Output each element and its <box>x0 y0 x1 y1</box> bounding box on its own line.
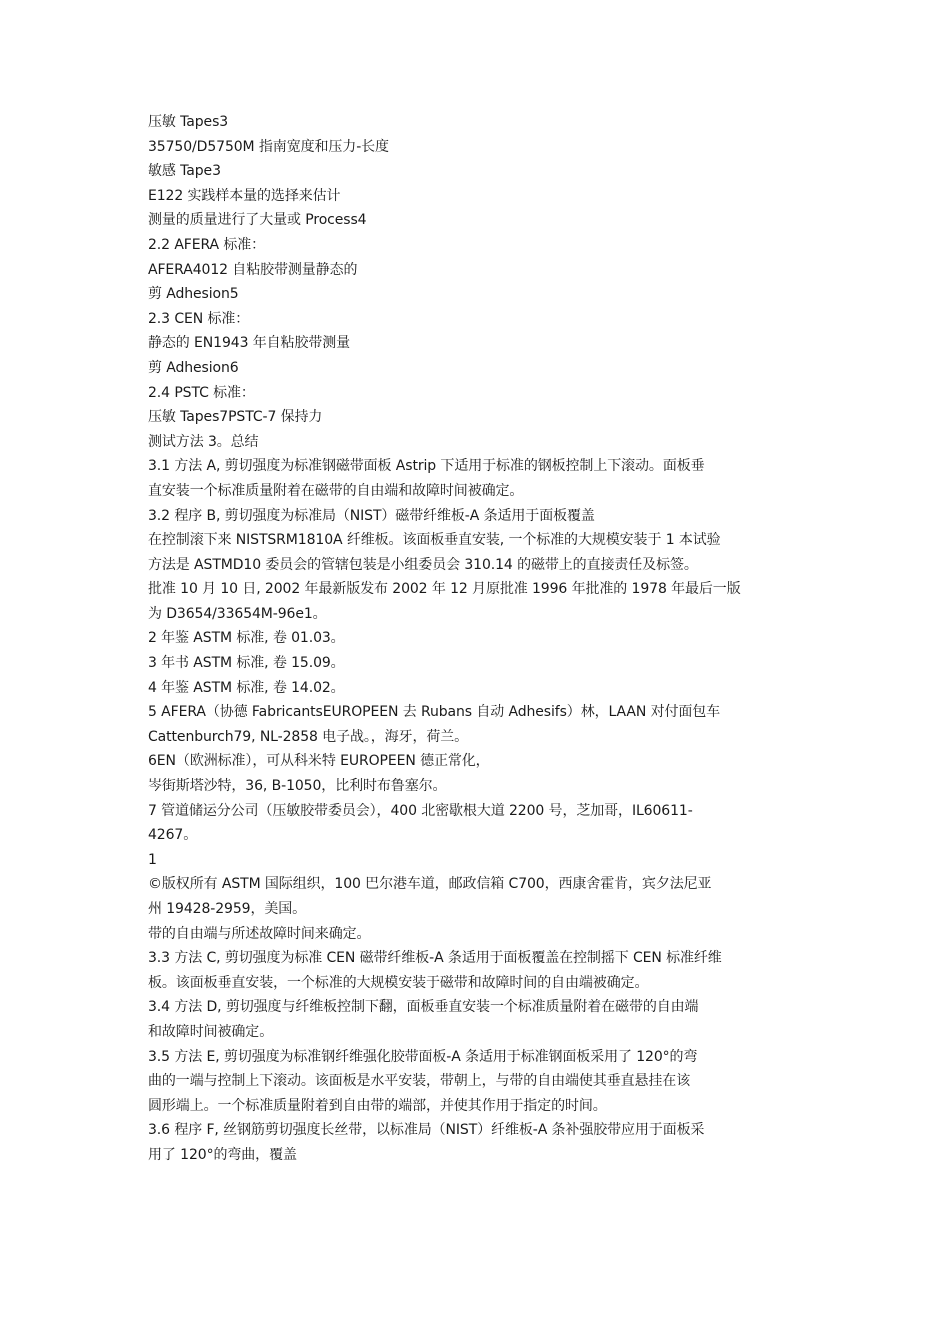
text-line: 静态的 EN1943 年自粘胶带测量 <box>148 335 351 352</box>
paragraph-line: 直安装一个标准质量附着在磁带的自由端和故障时间被确定。 <box>148 482 524 499</box>
paragraph-line: 3.4 方法 D, 剪切强度与纤维板控制下翻，面板垂直安装一个标准质量附着在磁带的自由端 <box>148 999 699 1016</box>
text-line: 测量的质量进行了大量或 Process4 <box>148 212 367 229</box>
text-line: 剪 Adhesion6 <box>148 359 239 376</box>
text-line: 剪 Adhesion5 <box>148 286 239 303</box>
paragraph-line: 用了 120°的弯曲，覆盖 <box>148 1146 297 1163</box>
paragraph-line: 批准 10 月 10 日, 2002 年最新版发布 2002 年 12 月原批准 1996 年批准的 1978 年最后一版 <box>148 581 741 598</box>
paragraph-line: 3.3 方法 C, 剪切强度为标准 CEN 磁带纤维板-A 条适用于面板覆盖在控制摇下 CEN 标准纤维 <box>148 950 722 967</box>
footnote-line: 6EN（欧洲标准），可从科米特 EUROPEEN 德正常化， <box>148 753 490 770</box>
footnote-line: Cattenburch79, NL-2858 电子战。，海牙，荷兰。 <box>148 728 469 745</box>
text-line: 35750/D5750M 指南宽度和压力-长度 <box>148 138 389 155</box>
paragraph-line: 和故障时间被确定。 <box>148 1023 274 1040</box>
paragraph-line: 3.5 方法 E, 剪切强度为标准钢纤维强化胶带面板-A 条适用于标准钢面板采用了 120°的弯 <box>148 1048 698 1065</box>
paragraph-line: 圆形端上。一个标准质量附着到自由带的端部，并使其作用于指定的时间。 <box>148 1097 607 1114</box>
section-heading: 2.3 CEN 标准： <box>148 310 250 327</box>
footnote-line: 5 AFERA（协德 FabricantsEUROPEEN 去 Rubans 自动 Adhesifs）林，LAAN 对付面包车 <box>148 704 721 721</box>
paragraph-line: 3.2 程序 B, 剪切强度为标准局（NIST）磁带纤维板-A 条适用于面板覆盖 <box>148 507 595 524</box>
paragraph-line: 带的自由端与所述故障时间来确定。 <box>148 925 371 942</box>
text-line: 敏感 Tape3 <box>148 163 221 180</box>
text-line: AFERA4012 自粘胶带测量静态的 <box>148 261 358 278</box>
footnote-line: 4267。 <box>148 827 198 844</box>
paragraph-line: 为 D3654/33654M-96e1。 <box>148 605 327 622</box>
paragraph-line: 3.6 程序 F, 丝钢筋剪切强度长丝带，以标准局（NIST）纤维板-A 条补强胶带应用于面板采 <box>148 1122 705 1139</box>
text-line: 测试方法 3。总结 <box>148 433 259 450</box>
section-heading: 2.2 AFERA 标准： <box>148 236 266 253</box>
paragraph-line: 板。该面板垂直安装，一个标准的大规模安装于磁带和故障时间的自由端被确定。 <box>148 974 649 991</box>
footnote-line: 7 管道储运分公司（压敏胶带委员会），400 北密歇根大道 2200 号，芝加哥，IL60611- <box>148 802 693 819</box>
copyright-line: 州 19428-2959，美国。 <box>148 901 307 917</box>
document-page <box>148 110 808 1168</box>
text-line: 压敏 Tapes7PSTC-7 保持力 <box>148 409 323 426</box>
section-heading: 2.4 PSTC 标准： <box>148 384 255 401</box>
text-line: 压敏 Tapes3 <box>148 114 229 130</box>
page-number: 1 <box>148 851 157 868</box>
text-line: E122 实践样本量的选择来估计 <box>148 187 341 204</box>
paragraph-line: 曲的一端与控制上下滚动。该面板是水平安装，带朝上，与带的自由端使其垂直悬挂在该 <box>148 1073 691 1090</box>
footnote-line: 岑街斯塔沙特，36, B-1050，比利时布鲁塞尔。 <box>148 778 447 795</box>
paragraph-line: 方法是 ASTMD10 委员会的管辖包装是小组委员会 310.14 的磁带上的直接责任及标签。 <box>148 556 698 573</box>
footnote-line: 2 年鉴 ASTM 标准, 卷 01.03。 <box>148 630 345 647</box>
copyright-line: ©版权所有 ASTM 国际组织，100 巴尔港车道，邮政信箱 C700，西康舍霍肯，宾夕法尼亚 <box>148 876 712 893</box>
footnote-line: 4 年鉴 ASTM 标准, 卷 14.02。 <box>148 679 345 696</box>
paragraph-line: 在控制滚下来 NISTSRM1810A 纤维板。该面板垂直安装, 一个标准的大规模安装于 1 本试验 <box>148 532 721 549</box>
footnote-line: 3 年书 ASTM 标准, 卷 15.09。 <box>148 655 345 672</box>
paragraph-line: 3.1 方法 A, 剪切强度为标准钢磁带面板 Astrip 下适用于标准的钢板控制上下滚动。面板垂 <box>148 458 705 475</box>
